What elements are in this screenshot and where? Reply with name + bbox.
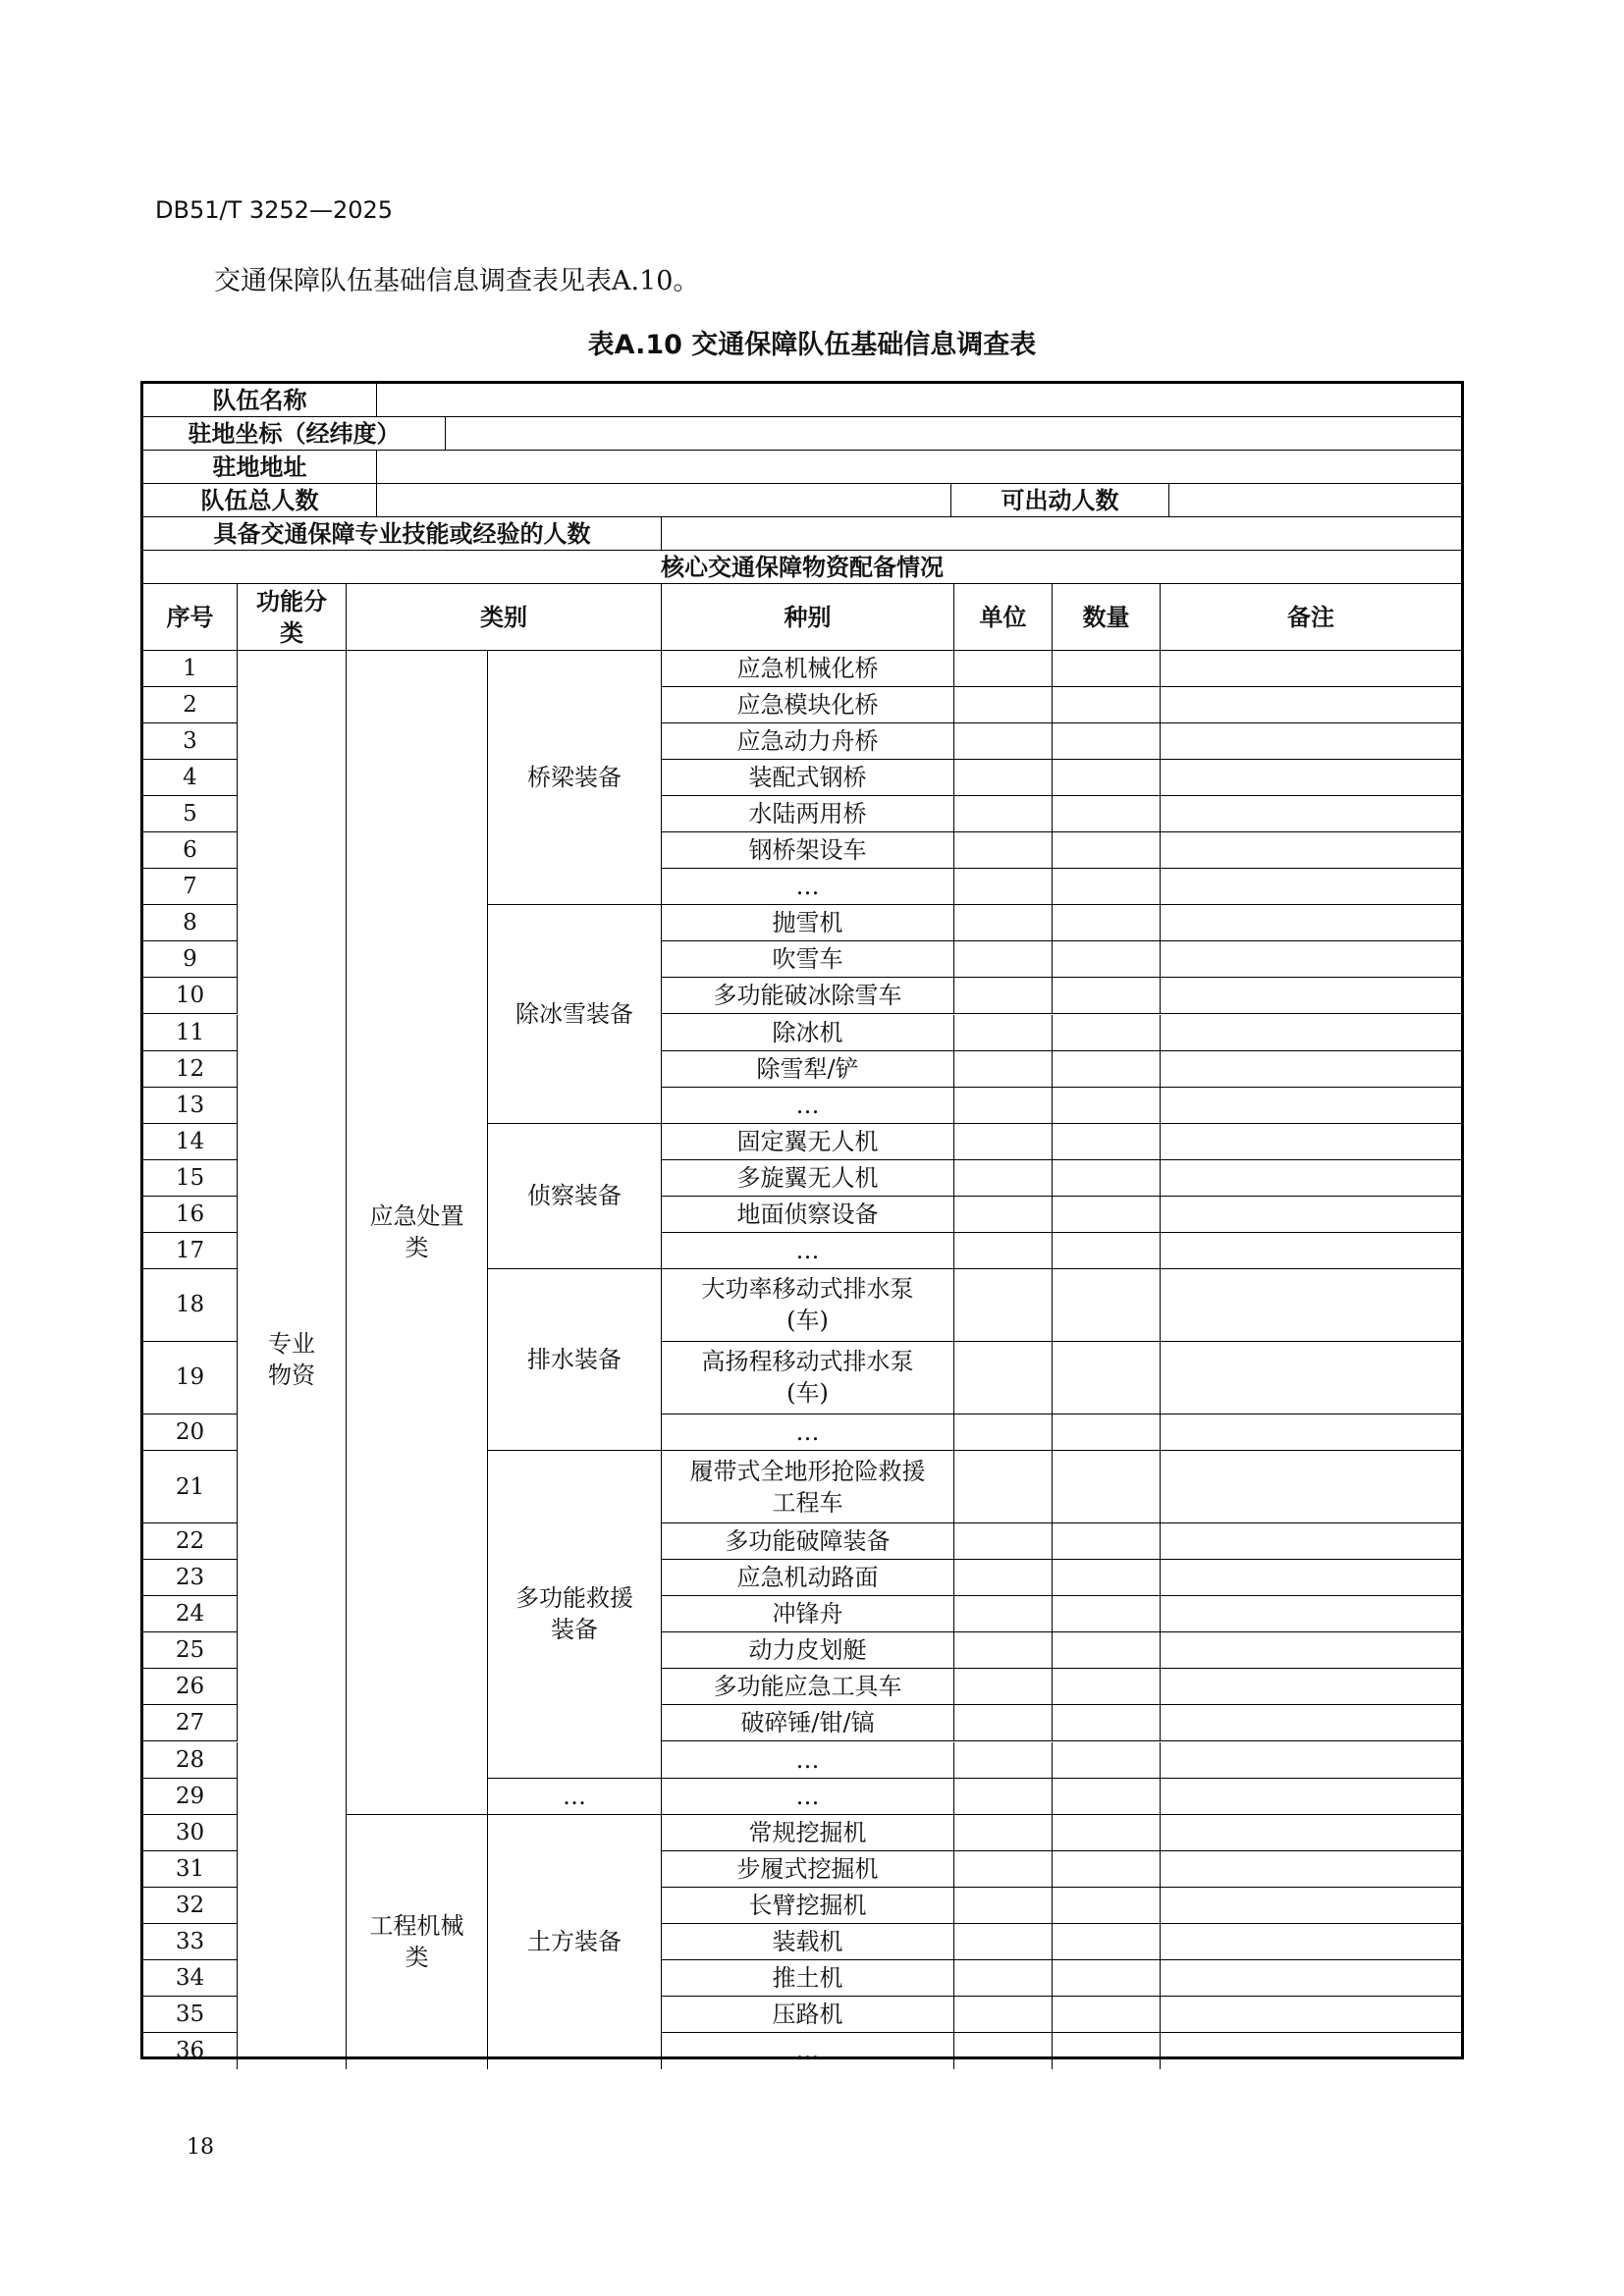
- row-23-qty[interactable]: [1053, 1560, 1161, 1596]
- row-4-kind: 装配式钢桥: [662, 760, 954, 796]
- row-28-seq: 28: [143, 1742, 238, 1779]
- row-26-kind: 多功能应急工具车: [662, 1669, 954, 1705]
- row-32-kind: 长臂挖掘机: [662, 1888, 954, 1924]
- row-18-kind-line1: 大功率移动式排水泵: [701, 1275, 914, 1304]
- row-7-qty[interactable]: [1053, 869, 1161, 905]
- row-36-kind: …: [662, 2033, 954, 2069]
- row-31-seq: 31: [143, 1851, 238, 1888]
- row-16-kind: 地面侦察设备: [662, 1197, 954, 1233]
- row-36-remark[interactable]: [1161, 2033, 1461, 2069]
- row-24-unit[interactable]: [954, 1596, 1053, 1632]
- row-14-kind: 固定翼无人机: [662, 1124, 954, 1160]
- subgroup-recon-equipment: 侦察装备: [488, 1124, 662, 1269]
- row-24-remark[interactable]: [1161, 1596, 1461, 1632]
- row-2-kind: 应急模块化桥: [662, 687, 954, 723]
- row-35-kind: 压路机: [662, 1997, 954, 2033]
- row-6-remark[interactable]: [1161, 832, 1461, 869]
- row-19-unit[interactable]: [954, 1342, 1053, 1415]
- row-4-seq: 4: [143, 760, 238, 796]
- value-skilled[interactable]: [662, 517, 1461, 551]
- row-9-kind: 吹雪车: [662, 941, 954, 978]
- row-10-remark[interactable]: [1161, 978, 1461, 1014]
- row-2-unit[interactable]: [954, 687, 1053, 723]
- row-14-remark[interactable]: [1161, 1124, 1461, 1160]
- document-id: DB51/T 3252—2025: [155, 196, 394, 224]
- row-18-unit[interactable]: [954, 1269, 1053, 1342]
- row-16-unit[interactable]: [954, 1197, 1053, 1233]
- row-21-remark[interactable]: [1161, 1451, 1461, 1523]
- row-24-seq: 24: [143, 1596, 238, 1632]
- label-coordinates: 驻地坐标（经纬度）: [143, 417, 446, 451]
- row-10-kind: 多功能破冰除雪车: [662, 978, 954, 1014]
- header-function-line2: 类: [280, 618, 303, 647]
- row-25-unit[interactable]: [954, 1632, 1053, 1669]
- row-19-kind-line2: (车): [786, 1379, 829, 1408]
- row-21-kind-line1: 履带式全地形抢险救援: [689, 1457, 926, 1485]
- row-14-unit[interactable]: [954, 1124, 1053, 1160]
- row-18-kind-line2: (车): [786, 1307, 829, 1335]
- row-35-seq: 35: [143, 1997, 238, 2033]
- row-17-qty[interactable]: [1053, 1233, 1161, 1269]
- row-13-unit[interactable]: [954, 1088, 1053, 1124]
- header-function-line1: 功能分: [256, 587, 327, 615]
- row-26-remark[interactable]: [1161, 1669, 1461, 1705]
- row-24-kind: 冲锋舟: [662, 1596, 954, 1632]
- subgroup-bridge-equipment: 桥梁装备: [488, 651, 662, 905]
- row-13-remark[interactable]: [1161, 1088, 1461, 1124]
- group-function-line2: 物资: [268, 1362, 315, 1390]
- row-22-kind: 多功能破障装备: [662, 1523, 954, 1560]
- row-4-qty[interactable]: [1053, 760, 1161, 796]
- row-8-kind: 抛雪机: [662, 905, 954, 941]
- row-18-kind: [662, 1269, 954, 1342]
- row-11-kind: 除冰机: [662, 1015, 954, 1051]
- row-7-seq: 7: [143, 869, 238, 905]
- row-2-seq: 2: [143, 687, 238, 723]
- row-22-qty[interactable]: [1053, 1523, 1161, 1560]
- row-18-qty[interactable]: [1053, 1269, 1161, 1342]
- row-22-unit[interactable]: [954, 1523, 1053, 1560]
- row-21-qty[interactable]: [1053, 1451, 1161, 1523]
- row-27-remark[interactable]: [1161, 1705, 1461, 1741]
- row-29-seq: 29: [143, 1779, 238, 1815]
- row-9-unit[interactable]: [954, 941, 1053, 978]
- row-27-kind: 破碎锤/钳/镐: [662, 1705, 954, 1741]
- row-25-qty[interactable]: [1053, 1632, 1161, 1669]
- label-address: 驻地地址: [143, 451, 377, 484]
- row-13-seq: 13: [143, 1088, 238, 1124]
- row-19-remark[interactable]: [1161, 1342, 1461, 1415]
- row-4-remark[interactable]: [1161, 760, 1461, 796]
- row-23-kind: 应急机动路面: [662, 1560, 954, 1596]
- row-29-unit[interactable]: [954, 1779, 1053, 1815]
- row-34-kind: 推土机: [662, 1960, 954, 1997]
- row-3-remark[interactable]: [1161, 723, 1461, 760]
- label-total-people: 队伍总人数: [143, 484, 377, 517]
- row-8-qty[interactable]: [1053, 905, 1161, 941]
- row-9-seq: 9: [143, 941, 238, 978]
- row-17-remark[interactable]: [1161, 1233, 1461, 1269]
- row-3-qty[interactable]: [1053, 723, 1161, 760]
- row-33-kind: 装载机: [662, 1924, 954, 1960]
- group-emergency-disposal: [347, 651, 488, 1815]
- row-33-qty[interactable]: [1053, 1924, 1161, 1960]
- value-total-people[interactable]: [377, 484, 951, 517]
- row-19-qty[interactable]: [1053, 1342, 1161, 1415]
- row-29-remark[interactable]: [1161, 1779, 1461, 1815]
- row-17-kind: …: [662, 1233, 954, 1269]
- row-8-remark[interactable]: [1161, 905, 1461, 941]
- header-unit: 单位: [954, 584, 1053, 651]
- section-title: 核心交通保障物资配备情况: [143, 551, 1461, 584]
- row-10-qty[interactable]: [1053, 978, 1161, 1014]
- row-16-qty[interactable]: [1053, 1197, 1161, 1233]
- row-16-remark[interactable]: [1161, 1197, 1461, 1233]
- row-11-remark[interactable]: [1161, 1015, 1461, 1051]
- header-seq: 序号: [143, 584, 238, 651]
- intro-text: 交通保障队伍基础信息调查表见表A.10。: [214, 266, 700, 296]
- row-24-qty[interactable]: [1053, 1596, 1161, 1632]
- row-10-unit[interactable]: [954, 978, 1053, 1014]
- header-category: 类别: [347, 584, 662, 651]
- row-7-unit[interactable]: [954, 869, 1053, 905]
- row-31-qty[interactable]: [1053, 1851, 1161, 1888]
- row-1-seq: 1: [143, 651, 238, 687]
- row-3-seq: 3: [143, 723, 238, 760]
- row-32-unit[interactable]: [954, 1888, 1053, 1924]
- row-21-unit[interactable]: [954, 1451, 1053, 1523]
- row-20-seq: 20: [143, 1415, 238, 1451]
- row-36-seq: 36: [143, 2033, 238, 2069]
- row-19-kind-line1: 高扬程移动式排水泵: [701, 1348, 914, 1376]
- row-34-unit[interactable]: [954, 1960, 1053, 1997]
- row-28-remark[interactable]: [1161, 1742, 1461, 1779]
- row-4-unit[interactable]: [954, 760, 1053, 796]
- row-6-seq: 6: [143, 832, 238, 869]
- row-6-qty[interactable]: [1053, 832, 1161, 869]
- row-23-seq: 23: [143, 1560, 238, 1596]
- row-35-remark[interactable]: [1161, 1997, 1461, 2033]
- survey-table: [140, 381, 1464, 2065]
- row-6-unit[interactable]: [954, 832, 1053, 869]
- subgroup-rescue-line2: 装备: [551, 1616, 598, 1644]
- row-5-unit[interactable]: [954, 796, 1053, 832]
- row-28-qty[interactable]: [1053, 1742, 1161, 1779]
- label-deployable: 可出动人数: [951, 484, 1169, 517]
- row-11-qty[interactable]: [1053, 1015, 1161, 1051]
- row-20-kind: …: [662, 1415, 954, 1451]
- value-deployable[interactable]: [1169, 484, 1461, 517]
- row-35-unit[interactable]: [954, 1997, 1053, 2033]
- row-14-seq: 14: [143, 1124, 238, 1160]
- row-17-seq: 17: [143, 1233, 238, 1269]
- group-emergency-line2: 类: [405, 1234, 429, 1262]
- row-33-unit[interactable]: [954, 1924, 1053, 1960]
- group-function-special-materials: [238, 651, 347, 2069]
- group-engineering-line2: 类: [405, 1944, 429, 1972]
- row-13-kind: …: [662, 1088, 954, 1124]
- group-engineering-line1: 工程机械: [369, 1912, 464, 1941]
- row-3-unit[interactable]: [954, 723, 1053, 760]
- page-number: 18: [187, 2135, 214, 2160]
- row-27-seq: 27: [143, 1705, 238, 1741]
- row-30-remark[interactable]: [1161, 1815, 1461, 1851]
- row-31-unit[interactable]: [954, 1851, 1053, 1888]
- label-skilled: 具备交通保障专业技能或经验的人数: [143, 517, 662, 551]
- header-remark: 备注: [1161, 584, 1461, 651]
- row-5-qty[interactable]: [1053, 796, 1161, 832]
- row-15-unit[interactable]: [954, 1160, 1053, 1197]
- row-9-qty[interactable]: [1053, 941, 1161, 978]
- row-31-kind: 步履式挖掘机: [662, 1851, 954, 1888]
- subgroup-rescue-equipment: [488, 1451, 662, 1778]
- row-18-seq: 18: [143, 1269, 238, 1342]
- row-15-remark[interactable]: [1161, 1160, 1461, 1197]
- label-team-name: 队伍名称: [143, 384, 377, 417]
- row-27-unit[interactable]: [954, 1705, 1053, 1741]
- row-12-seq: 12: [143, 1051, 238, 1088]
- row-32-seq: 32: [143, 1888, 238, 1924]
- row-25-seq: 25: [143, 1632, 238, 1669]
- value-team-name[interactable]: [377, 384, 1461, 417]
- row-25-kind: 动力皮划艇: [662, 1632, 954, 1669]
- header-qty: 数量: [1053, 584, 1161, 651]
- row-12-qty[interactable]: [1053, 1051, 1161, 1088]
- row-15-qty[interactable]: [1053, 1160, 1161, 1197]
- row-20-qty[interactable]: [1053, 1415, 1161, 1451]
- row-23-remark[interactable]: [1161, 1560, 1461, 1596]
- row-33-seq: 33: [143, 1924, 238, 1960]
- row-16-seq: 16: [143, 1197, 238, 1233]
- row-17-unit[interactable]: [954, 1233, 1053, 1269]
- row-21-kind-line2: 工程车: [772, 1488, 843, 1517]
- row-28-unit[interactable]: [954, 1742, 1053, 1779]
- row-1-unit[interactable]: [954, 651, 1053, 687]
- row-2-remark[interactable]: [1161, 687, 1461, 723]
- row-22-seq: 22: [143, 1523, 238, 1560]
- row-12-unit[interactable]: [954, 1051, 1053, 1088]
- row-11-seq: 11: [143, 1015, 238, 1051]
- row-8-unit[interactable]: [954, 905, 1053, 941]
- row-5-seq: 5: [143, 796, 238, 832]
- row-21-seq: 21: [143, 1451, 238, 1523]
- row-11-unit[interactable]: [954, 1015, 1053, 1051]
- row-28-kind: …: [662, 1742, 954, 1779]
- row-30-seq: 30: [143, 1815, 238, 1851]
- row-36-qty[interactable]: [1053, 2033, 1161, 2069]
- group-function-line1: 专业: [268, 1330, 315, 1359]
- row-12-kind: 除雪犁/铲: [662, 1051, 954, 1088]
- group-engineering-machinery: [347, 1815, 488, 2069]
- row-1-qty[interactable]: [1053, 651, 1161, 687]
- row-15-seq: 15: [143, 1160, 238, 1197]
- row-26-qty[interactable]: [1053, 1669, 1161, 1705]
- row-35-qty[interactable]: [1053, 1997, 1161, 2033]
- row-32-qty[interactable]: [1053, 1888, 1161, 1924]
- row-26-unit[interactable]: [954, 1669, 1053, 1705]
- subgroup-rescue-line1: 多功能救援: [515, 1584, 633, 1613]
- group-emergency-line1: 应急处置: [369, 1202, 464, 1231]
- row-1-kind: 应急机械化桥: [662, 651, 954, 687]
- row-32-remark[interactable]: [1161, 1888, 1461, 1924]
- table-caption: 表A.10 交通保障队伍基础信息调查表: [587, 330, 1037, 360]
- row-20-remark[interactable]: [1161, 1415, 1461, 1451]
- header-function: [238, 584, 347, 651]
- row-31-remark[interactable]: [1161, 1851, 1461, 1888]
- row-22-remark[interactable]: [1161, 1523, 1461, 1560]
- row-15-kind: 多旋翼无人机: [662, 1160, 954, 1197]
- row-8-seq: 8: [143, 905, 238, 941]
- row-2-qty[interactable]: [1053, 687, 1161, 723]
- row-29-qty[interactable]: [1053, 1779, 1161, 1815]
- row-30-unit[interactable]: [954, 1815, 1053, 1851]
- subgroup-more: …: [488, 1779, 662, 1815]
- subgroup-earthwork-equipment: 土方装备: [488, 1815, 662, 2069]
- value-coordinates[interactable]: [446, 417, 1461, 451]
- row-23-unit[interactable]: [954, 1560, 1053, 1596]
- row-6-kind: 钢桥架设车: [662, 832, 954, 869]
- subgroup-deicing-equipment: 除冰雪装备: [488, 905, 662, 1123]
- row-13-qty[interactable]: [1053, 1088, 1161, 1124]
- value-address[interactable]: [377, 451, 1461, 484]
- row-21-kind: [662, 1451, 954, 1523]
- row-34-remark[interactable]: [1161, 1960, 1461, 1997]
- row-34-seq: 34: [143, 1960, 238, 1997]
- row-36-unit[interactable]: [954, 2033, 1053, 2069]
- row-27-qty[interactable]: [1053, 1705, 1161, 1741]
- row-9-remark[interactable]: [1161, 941, 1461, 978]
- subgroup-drainage-equipment: 排水装备: [488, 1269, 662, 1451]
- row-25-remark[interactable]: [1161, 1632, 1461, 1669]
- row-7-remark[interactable]: [1161, 869, 1461, 905]
- row-26-seq: 26: [143, 1669, 238, 1705]
- row-18-remark[interactable]: [1161, 1269, 1461, 1342]
- row-20-unit[interactable]: [954, 1415, 1053, 1451]
- row-1-remark[interactable]: [1161, 651, 1461, 687]
- row-19-seq: 19: [143, 1342, 238, 1415]
- row-5-remark[interactable]: [1161, 796, 1461, 832]
- row-7-kind: …: [662, 869, 954, 905]
- row-30-kind: 常规挖掘机: [662, 1815, 954, 1851]
- row-12-remark[interactable]: [1161, 1051, 1461, 1088]
- row-10-seq: 10: [143, 978, 238, 1014]
- row-30-qty[interactable]: [1053, 1815, 1161, 1851]
- row-3-kind: 应急动力舟桥: [662, 723, 954, 760]
- row-29-kind: …: [662, 1779, 954, 1815]
- row-14-qty[interactable]: [1053, 1124, 1161, 1160]
- row-5-kind: 水陆两用桥: [662, 796, 954, 832]
- row-34-qty[interactable]: [1053, 1960, 1161, 1997]
- row-19-kind: [662, 1342, 954, 1415]
- row-33-remark[interactable]: [1161, 1924, 1461, 1960]
- header-kind: 种别: [662, 584, 954, 651]
